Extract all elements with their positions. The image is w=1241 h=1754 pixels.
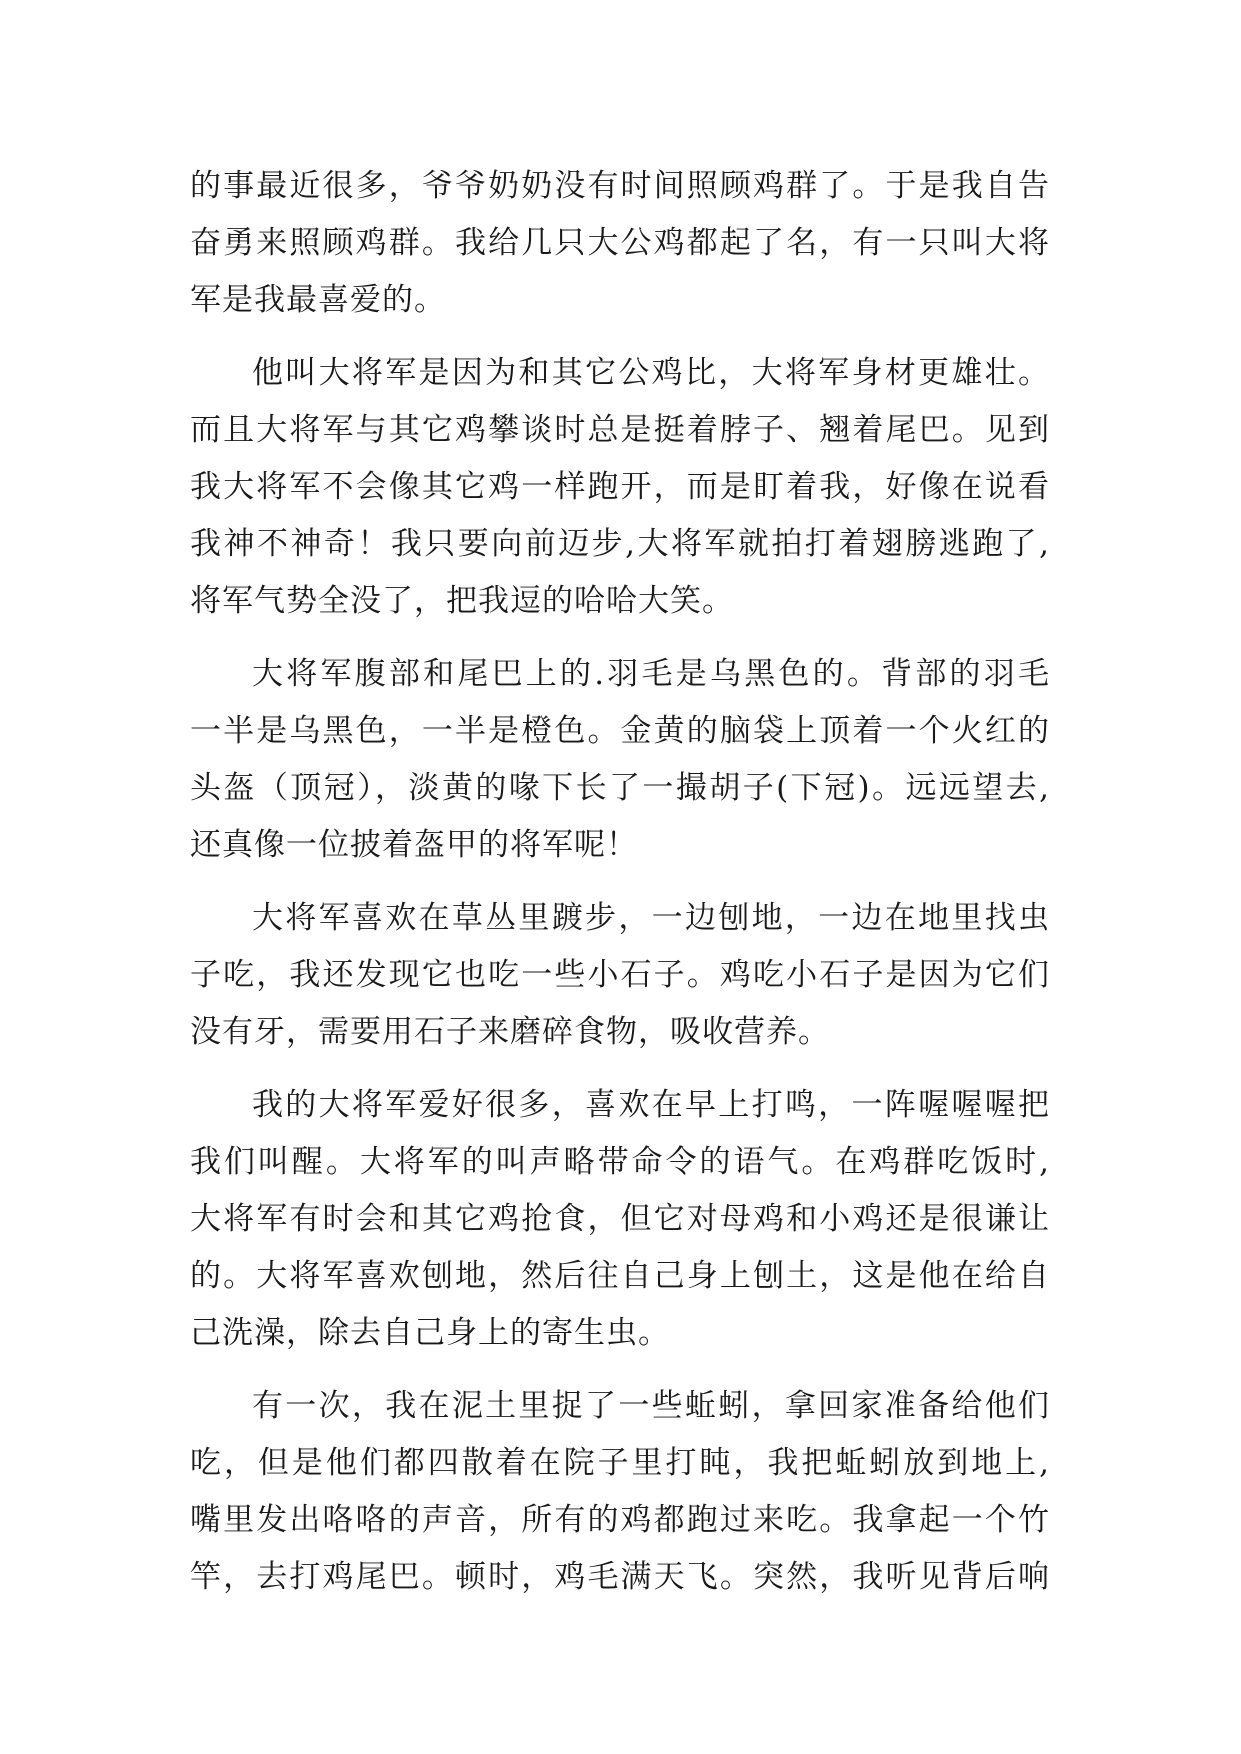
text-line: 一半是乌黑色，一半是橙色。金黄的脑袋上顶着一个火红的 [190,713,1050,749]
text-line: 他叫大将军是因为和其它公鸡比，大将军身材更雄壮。 [252,355,1050,391]
text-line: 的事最近很多，爷爷奶奶没有时间照顾鸡群了。于是我自告 [190,168,1050,204]
text-line: 我们叫醒。大将军的叫声略带命令的语气。在鸡群吃饭时, [190,1144,1050,1180]
document-body [190,158,1050,1606]
text-line: 我神不神奇！我只要向前迈步,大将军就拍打着翅膀逃跑了, [190,526,1050,562]
text-line: 大将军喜欢在草丛里踱步，一边刨地，一边在地里找虫 [252,900,1050,936]
paragraph-gap [190,630,1050,646]
paragraph [190,158,1050,329]
text-line: 己洗澡，除去自己身上的寄生虫。 [190,1315,670,1351]
paragraph [190,345,1050,630]
text-line: 子吃，我还发现它也吃一些小石子。鸡吃小石子是因为它们 [190,957,1050,993]
paragraph [190,646,1050,874]
text-line: 我的大将军爱好很多，喜欢在早上打鸣，一阵喔喔喔把 [252,1087,1050,1123]
text-line: 军是我最喜爱的。 [190,282,446,318]
text-line: 奋勇来照顾鸡群。我给几只大公鸡都起了名，有一只叫大将 [190,225,1050,261]
text-line: 大将军腹部和尾巴上的.羽毛是乌黑色的。背部的羽毛 [252,656,1050,692]
paragraph [190,890,1050,1061]
text-line: 没有牙，需要用石子来磨碎食物，吸收营养。 [190,1014,830,1050]
text-line: 头盔（顶冠），淡黄的喙下长了一撮胡子(下冠)。远远望去, [190,770,1050,806]
paragraph-gap [190,1362,1050,1378]
text-line: 竿，去打鸡尾巴。顿时，鸡毛满天飞。突然，我听见背后响 [190,1559,1050,1595]
paragraph [190,1378,1050,1606]
paragraph-gap [190,874,1050,890]
paragraph-gap [190,1061,1050,1077]
text-line: 还真像一位披着盔甲的将军呢！ [190,827,638,863]
paragraph [190,1077,1050,1362]
text-line: 嘴里发出咯咯的声音，所有的鸡都跑过来吃。我拿起一个竹 [190,1502,1050,1538]
text-line: 大将军有时会和其它鸡抢食，但它对母鸡和小鸡还是很谦让 [190,1201,1050,1237]
text-line: 的。大将军喜欢刨地，然后往自己身上刨土，这是他在给自 [190,1258,1050,1294]
text-line: 有一次，我在泥土里捉了一些蚯蚓，拿回家准备给他们 [252,1388,1050,1424]
paragraph-gap [190,329,1050,345]
text-line: 将军气势全没了，把我逗的哈哈大笑。 [190,583,734,619]
text-line: 我大将军不会像其它鸡一样跑开，而是盯着我，好像在说看 [190,469,1050,505]
text-line: 吃，但是他们都四散着在院子里打盹，我把蚯蚓放到地上, [190,1445,1050,1481]
text-line: 而且大将军与其它鸡攀谈时总是挺着脖子、翘着尾巴。见到 [190,412,1050,448]
